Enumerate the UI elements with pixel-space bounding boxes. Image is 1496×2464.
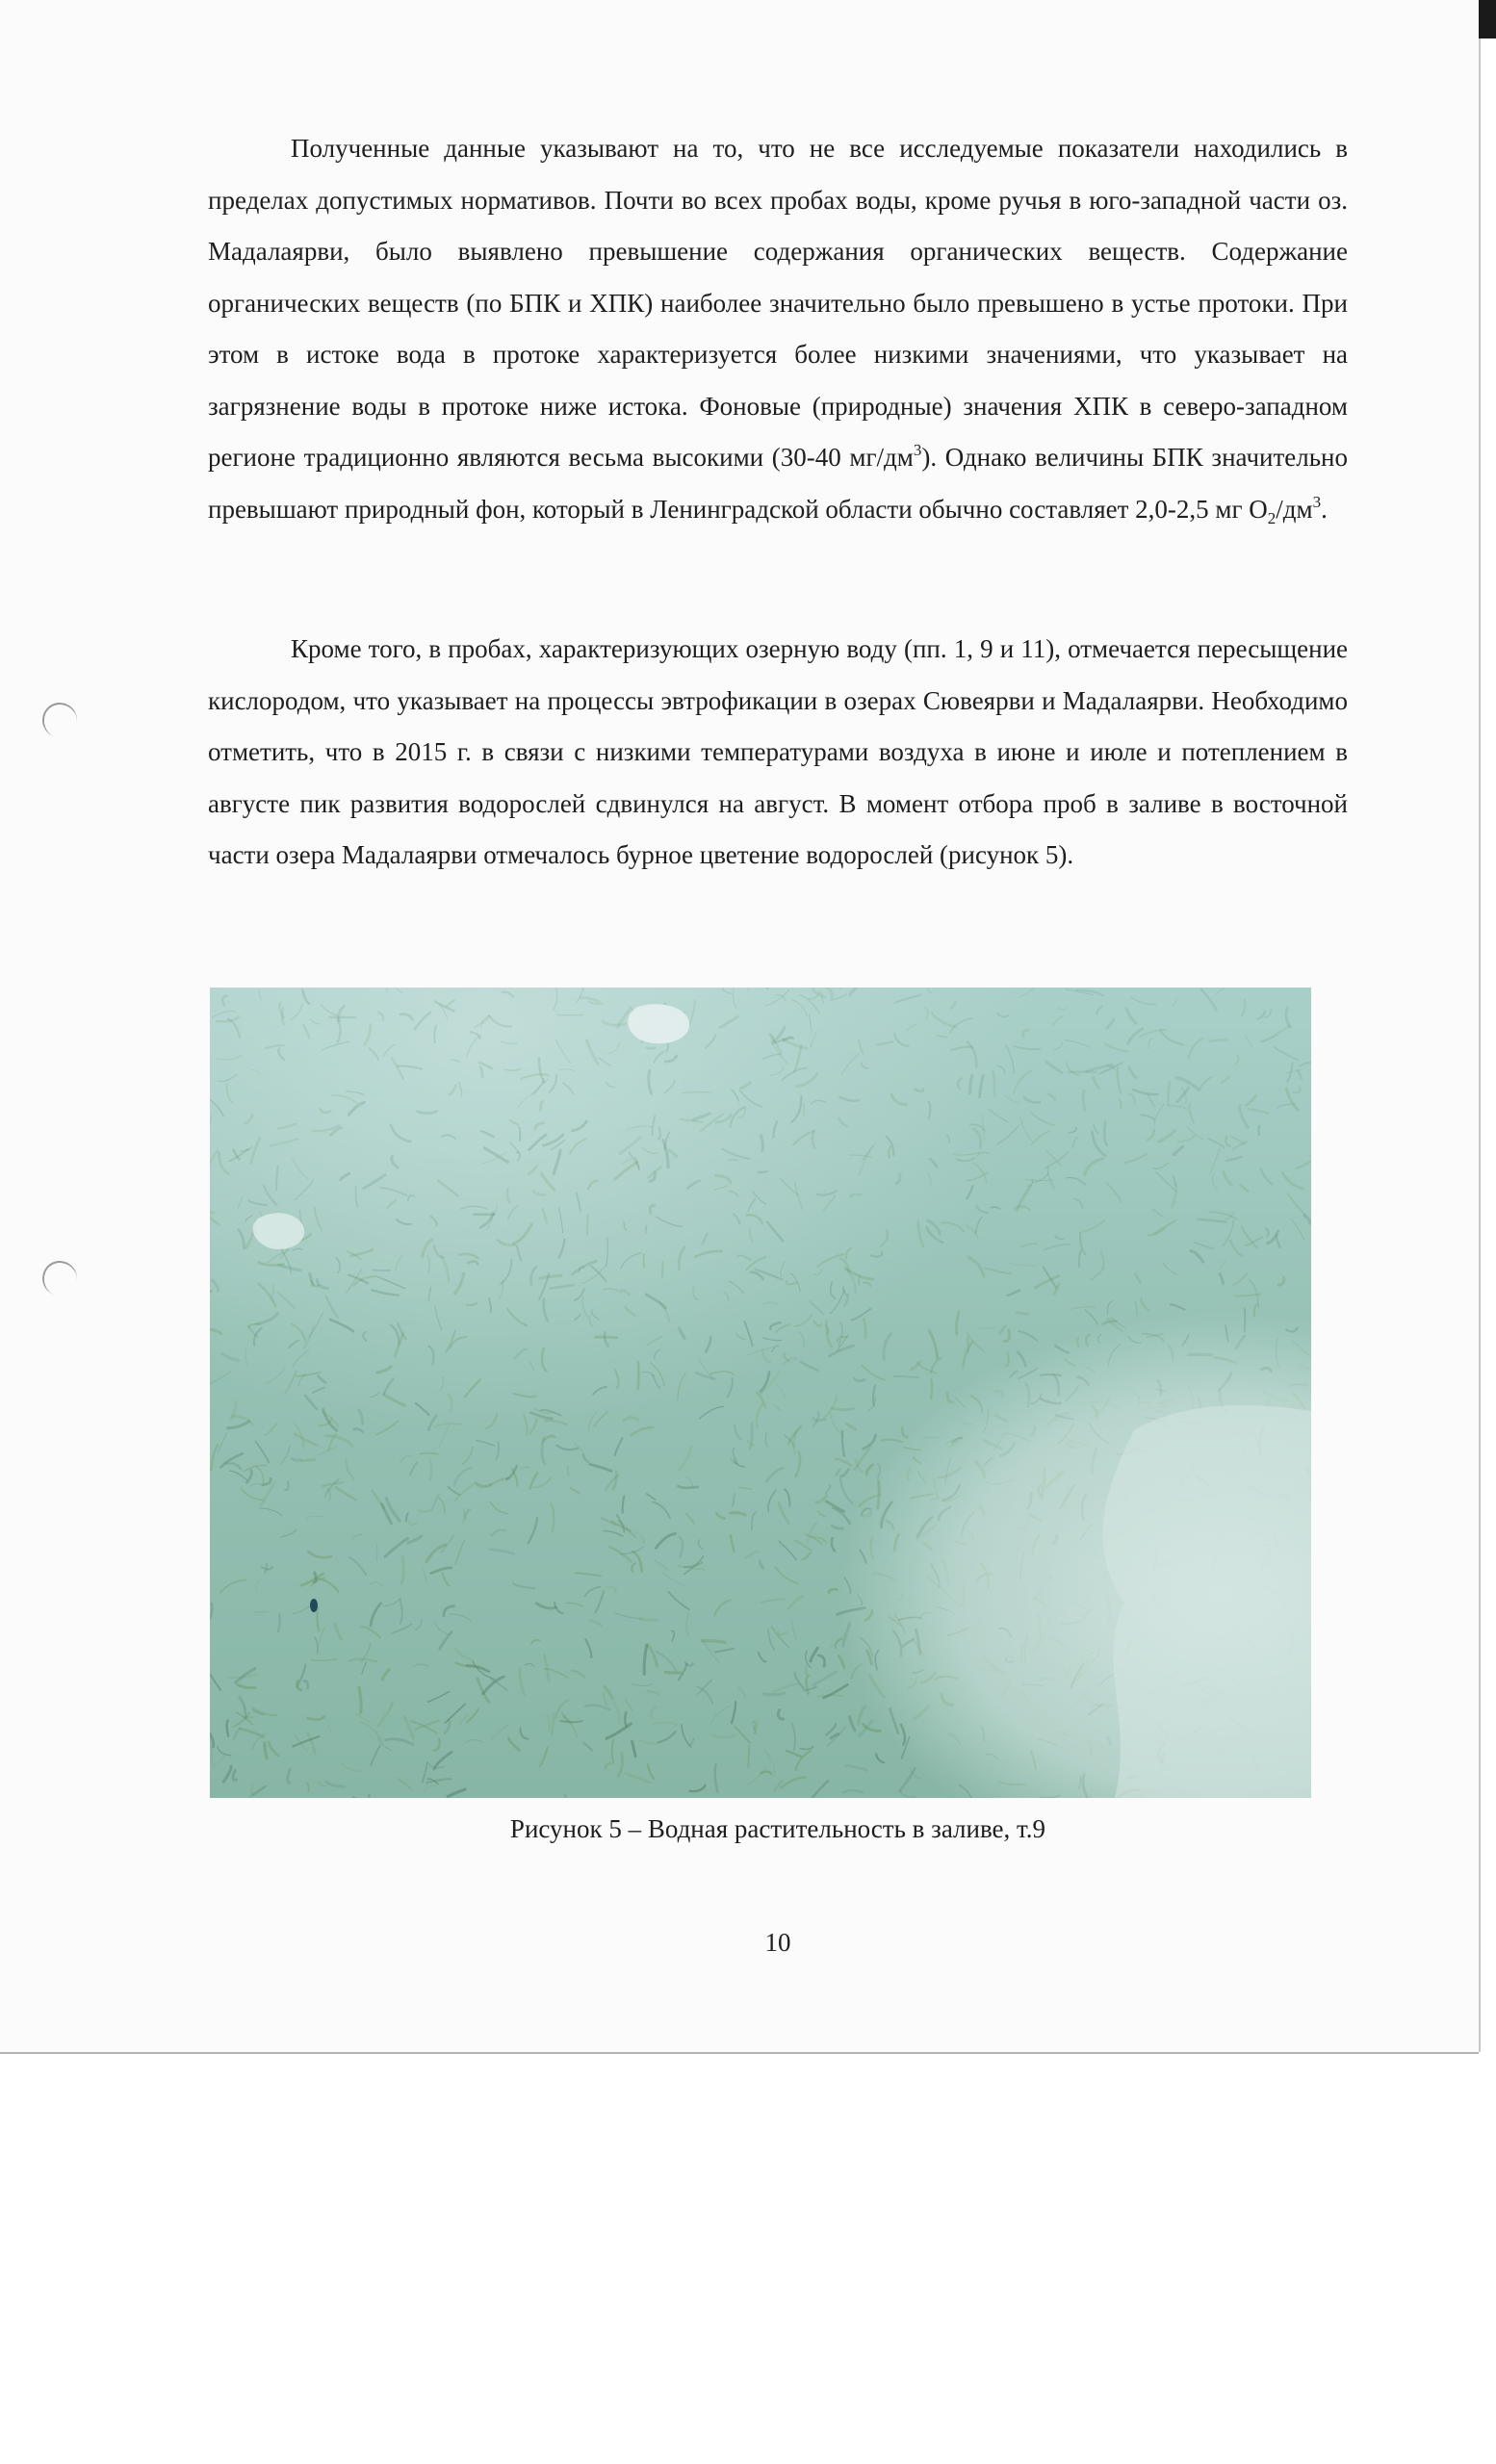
- paragraph-2: [208, 624, 1348, 882]
- page-number: 10: [764, 1928, 791, 1957]
- small-dark-spot: [310, 1599, 318, 1612]
- aquatic-vegetation-photo: [210, 988, 1311, 1798]
- paragraph-1-text: Полученные данные указывают на то, что не все исследуемые показатели находились в пределах допустимых нормативов. Почти во всех пробах воды, кроме ручья в юго-западной части оз. Мадалаярви, было выявлено превышение содержания органических веществ. Содержание органических веществ (по БПК и ХПК) наиболее значительно было превышено в устье протоки. При этом в истоке вода в протоке характеризуется более низкими значениями, что указывает на загрязнение воды в протоке ниже истока. Фоновые (природные) значения ХПК в северо-западном регионе традиционно являются весьма высокими (30-40 $мг/дм^3$). Однако величины БПК значительно превышают природный фон, который в Ленинградской области обычно составляет 2,0-2,5 мг $О_2/дм^3$.: [208, 134, 1348, 527]
- paragraph-1: [208, 123, 1348, 535]
- paragraph-2-text: Кроме того, в пробах, характеризующих озерную воду (пп. 1, 9 и 11), отмечается пересыщение кислородом, что указывает на процессы эвтрофикации в озерах Сювеярви и Мадалаярви. Необходимо отметить, что в 2015 г. в связи с низкими температурами воздуха в июне и июле и потеплением в августе пик развития водорослей сдвинулся на август. В момент отбора проб в заливе в восточной части озера Мадалаярви отмечалось бурное цветение водорослей (рисунок 5).: [208, 634, 1348, 869]
- figure-caption: Рисунок 5 – Водная растительность в заливе, т.9: [509, 1814, 1046, 1843]
- figure-5-photo: [210, 988, 1311, 1798]
- scan-edge-shadow: [1479, 0, 1496, 38]
- scan-edge-line: [1479, 38, 1481, 2052]
